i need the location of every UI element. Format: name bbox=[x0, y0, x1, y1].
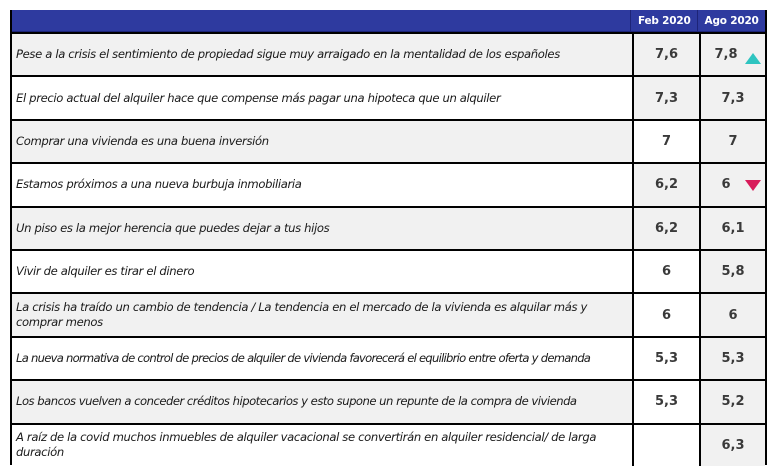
table-row bbox=[12, 379, 765, 422]
table-row bbox=[12, 162, 765, 205]
ago-value: 7 bbox=[699, 121, 765, 162]
feb-value: 7,6 bbox=[632, 34, 699, 75]
statement-cell: La crisis ha traído un cambio de tendencia / La tendencia en el mercado de la vivienda es alquilar más y comprar menos bbox=[12, 294, 632, 335]
ago-value: 5,3 bbox=[699, 338, 765, 379]
feb-value: 6,2 bbox=[632, 164, 699, 205]
up-arrow-icon bbox=[745, 53, 761, 64]
ago-value: 7,8 bbox=[714, 47, 738, 63]
header-ago-2020: Ago 2020 bbox=[697, 10, 765, 31]
statement-cell: Estamos próximos a una nueva burbuja inmobiliaria bbox=[12, 164, 632, 205]
statement-cell: Los bancos vuelven a conceder créditos hipotecarios y esto supone un repunte de la compra de vivienda bbox=[12, 381, 632, 422]
statement-cell: Comprar una vivienda es una buena inversión bbox=[12, 121, 632, 162]
feb-value: 5,3 bbox=[632, 381, 699, 422]
ago-value: 6 bbox=[721, 177, 731, 193]
header-statement-col bbox=[12, 10, 630, 31]
feb-value: 6,2 bbox=[632, 208, 699, 249]
feb-value: 7,3 bbox=[632, 77, 699, 118]
ago-value: 6,3 bbox=[699, 425, 765, 466]
down-arrow-icon bbox=[745, 180, 761, 191]
statement-cell: A raíz de la covid muchos inmuebles de alquiler vacacional se convertirán en alquiler residencial/ de larga duración bbox=[12, 425, 632, 466]
ago-value: 5,8 bbox=[699, 251, 765, 292]
feb-value: 7 bbox=[632, 121, 699, 162]
feb-value bbox=[632, 425, 699, 466]
table-row bbox=[12, 206, 765, 249]
statement-cell: Vivir de alquiler es tirar el dinero bbox=[12, 251, 632, 292]
table-row bbox=[12, 75, 765, 118]
statement-cell: Un piso es la mejor herencia que puedes dejar a tus hijos bbox=[12, 208, 632, 249]
ago-value-cell bbox=[699, 164, 765, 205]
ago-value-cell bbox=[699, 34, 765, 75]
table-row bbox=[12, 423, 765, 466]
feb-value: 5,3 bbox=[632, 338, 699, 379]
table-row bbox=[12, 336, 765, 379]
table-row bbox=[12, 249, 765, 292]
header-feb-2020: Feb 2020 bbox=[630, 10, 697, 31]
statement-cell: El precio actual del alquiler hace que compense más pagar una hipoteca que un alquiler bbox=[12, 77, 632, 118]
feb-value: 6 bbox=[632, 294, 699, 335]
ago-value: 7,3 bbox=[699, 77, 765, 118]
table-row bbox=[12, 119, 765, 162]
survey-table bbox=[10, 10, 767, 465]
table-row bbox=[12, 32, 765, 75]
ago-value: 5,2 bbox=[699, 381, 765, 422]
ago-value: 6 bbox=[699, 294, 765, 335]
statement-cell: Pese a la crisis el sentimiento de propiedad sigue muy arraigado en la mentalidad de los españoles bbox=[12, 34, 632, 75]
feb-value: 6 bbox=[632, 251, 699, 292]
statement-cell: La nueva normativa de control de precios de alquiler de vivienda favorecerá el equilibrio entre oferta y demanda bbox=[12, 338, 632, 379]
ago-value: 6,1 bbox=[699, 208, 765, 249]
table-row bbox=[12, 292, 765, 335]
table-header bbox=[12, 10, 765, 32]
